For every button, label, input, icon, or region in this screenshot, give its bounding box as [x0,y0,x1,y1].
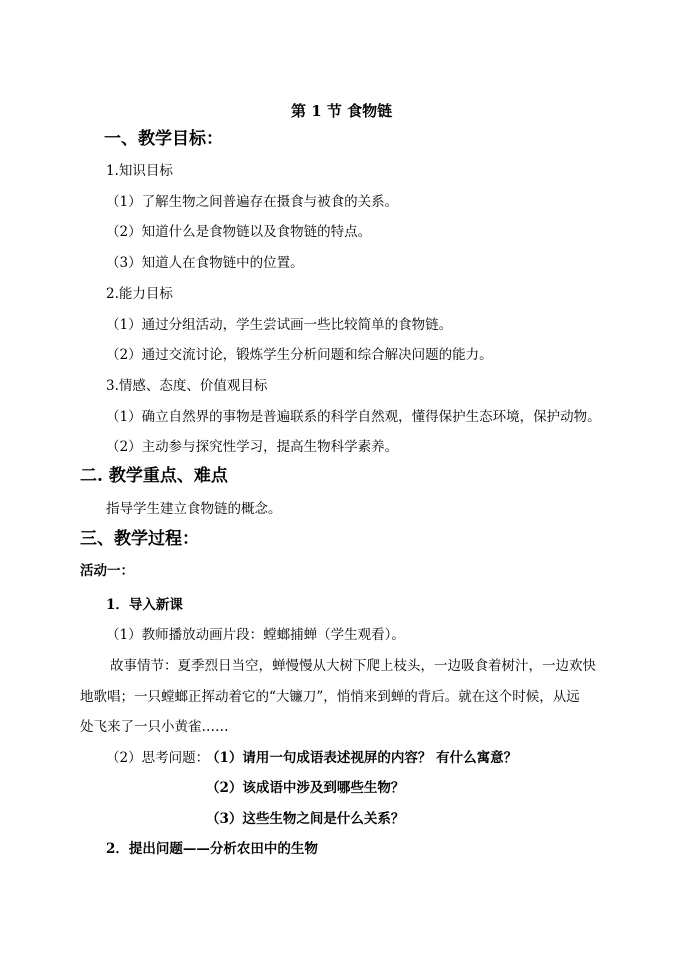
knowledge-item-2: （2）知道什么是食物链以及食物链的特点。 [106,224,372,240]
knowledge-item-3: （3）知道人在食物链中的位置。 [106,255,304,271]
subheading-ability: 2.能力目标 [106,286,173,302]
knowledge-item-1: （1）了解生物之间普遍存在摄食与被食的关系。 [106,194,399,210]
ability-item-2: （2）通过交流讨论，锻炼学生分析问题和综合解决问题的能力。 [106,347,493,363]
emotion-item-2: （2）主动参与探究性学习，提高生物科学素养。 [106,439,399,455]
ability-item-1: （1）通过分组活动，学生尝试画一些比较简单的食物链。 [106,317,453,333]
emotion-item-1: （1）确立自然界的事物是普遍联系的科学自然观，懂得保护生态环境，保护动物。 [106,409,601,425]
question-3: （3）这些生物之间是什么关系？ [206,811,405,827]
doc-title: 第 1 节 食物链 [291,102,393,120]
think-label: （2）思考问题： [106,750,210,766]
step-1-paragraph: （1）教师播放动画片段：螳螂捕蝉（学生观看）。 [106,627,405,643]
subheading-emotion: 3.情感、态度、价值观目标 [106,378,268,394]
subheading-knowledge: 1.知识目标 [106,163,173,179]
question-2: （2）该成语中涉及到哪些生物？ [206,780,405,796]
story-line-2: 地歌唱；一只螳螂正挥动着它的“大镰刀”，悄悄来到蝉的背后。就在这个时候，从远 [80,689,580,705]
story-line-1: 故事情节：夏季烈日当空，蝉慢慢从大树下爬上枝头，一边吸食着树汁，一边欢快 [110,658,596,674]
section-1-heading: 一、教学目标： [104,129,223,149]
section-3-heading: 三、教学过程： [80,529,199,549]
question-1: （1）请用一句成语表述视屏的内容？ 有什么寓意？ [206,750,518,766]
section-2-body: 指导学生建立食物链的概念。 [106,501,282,517]
story-line-3: 处飞来了一只小黄雀…… [80,719,229,735]
step-1-heading: 1．导入新课 [106,597,183,613]
step-2-heading: 2．提出问题——分析农田中的生物 [106,841,318,857]
activity-label: 活动一： [80,563,134,579]
section-2-heading: 二. 教学重点、难点 [80,466,228,486]
